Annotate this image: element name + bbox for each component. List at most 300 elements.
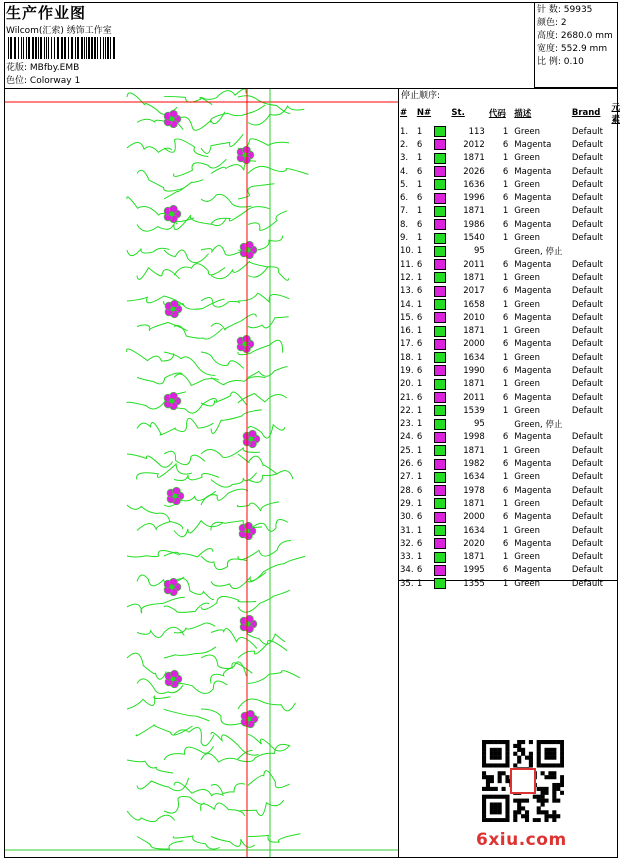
- color-swatch: [434, 405, 446, 416]
- cell-swatch: [434, 471, 452, 484]
- cell-index: 1.: [400, 126, 409, 137]
- cell-swatch: [434, 311, 452, 324]
- cell-stitches: 2012: [463, 139, 485, 150]
- cell-needle: 1: [416, 405, 423, 416]
- vine-stitch: [201, 556, 247, 570]
- cell-code: 6: [502, 512, 509, 523]
- cell-element: [611, 484, 620, 497]
- cell-index: 15.: [400, 312, 414, 323]
- vine-stitch: [248, 556, 305, 581]
- table-row: [400, 511, 620, 524]
- spec-label: 宽度:: [537, 44, 559, 54]
- vine-stitch: [211, 572, 266, 589]
- vine-stitch: [164, 603, 209, 612]
- vine-stitch: [238, 590, 290, 612]
- cell-stitches: 1995: [463, 565, 485, 576]
- cell-needle: 1: [416, 153, 423, 164]
- cell-description: Green: [514, 126, 541, 137]
- vine-stitch: [211, 410, 262, 434]
- cell-code: 6: [502, 139, 509, 150]
- vine-stitch: [164, 352, 215, 375]
- cell-description: Green: [514, 578, 541, 589]
- cell-code: 1: [502, 498, 509, 509]
- cell-element: [611, 351, 620, 364]
- cell-description: Magenta: [514, 392, 552, 403]
- color-swatch: [434, 179, 446, 190]
- cell-swatch: [434, 404, 452, 417]
- cell-code: 1: [502, 445, 509, 456]
- color-swatch: [434, 259, 446, 270]
- color-swatch: [434, 552, 446, 563]
- table-row: [400, 471, 620, 484]
- table-row: [400, 205, 620, 218]
- cell-description: Green, 停止: [514, 247, 563, 258]
- color-swatch: [434, 485, 446, 496]
- vine-stitch: [211, 105, 266, 123]
- cell-stitches: 1871: [463, 206, 485, 217]
- cell-brand: Default: [571, 259, 603, 270]
- cell-description: Green: [514, 179, 541, 190]
- vine-stitch: [248, 834, 300, 842]
- cell-index: 9.: [400, 233, 409, 244]
- cell-swatch: [434, 351, 452, 364]
- cell-stitches: 1871: [463, 153, 485, 164]
- cell-code: 1: [502, 272, 509, 283]
- cell-stitches: 2026: [463, 166, 485, 177]
- flower-center: [171, 677, 176, 682]
- cell-index: 4.: [400, 166, 409, 177]
- cell-element: [611, 178, 620, 191]
- cell-swatch: [434, 231, 452, 244]
- cell-swatch: [434, 324, 452, 337]
- color-swatch: [434, 445, 446, 456]
- cell-index: 22.: [400, 405, 414, 416]
- cell-stitches: 1540: [463, 233, 485, 244]
- spec-value: 2680.0 mm: [560, 31, 613, 41]
- cell-needle: 1: [416, 578, 423, 589]
- cell-brand: Default: [571, 525, 603, 536]
- cell-needle: 1: [416, 552, 423, 563]
- cell-index: 19.: [400, 365, 414, 376]
- flower-center: [170, 399, 175, 404]
- vine-stitch: [127, 454, 173, 467]
- vine-stitch: [201, 803, 245, 816]
- table-row: [400, 564, 620, 577]
- spec-row: [537, 56, 613, 69]
- cell-description: Magenta: [514, 259, 552, 270]
- cell-swatch: [434, 444, 452, 457]
- vine-stitch: [127, 248, 170, 255]
- vine-stitch: [174, 473, 219, 480]
- cell-description: Green: [514, 405, 541, 416]
- cell-code: 6: [502, 166, 509, 177]
- cell-stitches: 1634: [463, 472, 485, 483]
- table-row: [400, 231, 620, 244]
- cell-swatch: [434, 178, 452, 191]
- vine-stitch: [164, 180, 203, 199]
- table-row: [400, 351, 620, 364]
- vine-stitch: [164, 250, 209, 263]
- cell-brand: Default: [571, 392, 603, 403]
- table-row: [400, 311, 620, 324]
- cell-brand: Default: [571, 166, 603, 177]
- cell-description: Green: [514, 326, 541, 337]
- cell-index: 23.: [400, 419, 414, 430]
- cell-description: Green: [514, 498, 541, 509]
- cell-index: 26.: [400, 459, 414, 470]
- cell-needle: 6: [416, 139, 423, 150]
- cell-stitches: 1871: [463, 379, 485, 390]
- table-row: [400, 431, 620, 444]
- table-row: [400, 577, 620, 590]
- cell-element: [611, 551, 620, 564]
- table-row: [400, 378, 620, 391]
- cell-needle: 6: [416, 339, 423, 350]
- cell-needle: 6: [416, 459, 423, 470]
- cell-description: Green: [514, 552, 541, 563]
- cell-element: [611, 338, 620, 351]
- cell-description: Green: [514, 379, 541, 390]
- cell-brand: Default: [571, 139, 603, 150]
- cell-swatch: [434, 245, 452, 258]
- cell-element: [611, 298, 620, 311]
- vine-stitch: [174, 215, 226, 230]
- cell-brand: Default: [571, 432, 603, 443]
- cell-element: [611, 537, 620, 550]
- cell-needle: 1: [416, 233, 423, 244]
- cell-element: [611, 431, 620, 444]
- cell-swatch: [434, 577, 452, 590]
- cell-swatch: [434, 537, 452, 550]
- col-code: 代码: [488, 109, 506, 119]
- color-swatch: [434, 365, 446, 376]
- cell-brand: Default: [571, 286, 603, 297]
- vine-stitch: [211, 207, 270, 225]
- cell-description: Magenta: [514, 459, 552, 470]
- cell-description: Magenta: [514, 219, 552, 230]
- cell-description: Green: [514, 153, 541, 164]
- vine-stitch: [248, 211, 287, 230]
- color-swatch: [434, 206, 446, 217]
- cell-brand: Default: [571, 538, 603, 549]
- cell-stitches: 1355: [463, 578, 485, 589]
- cell-needle: 6: [416, 259, 423, 270]
- cell-brand: Default: [571, 445, 603, 456]
- cell-element: [611, 418, 620, 431]
- table-row: [400, 457, 620, 470]
- vine-stitch: [248, 166, 308, 174]
- cell-index: 7.: [400, 206, 409, 217]
- vine-stitch: [201, 194, 251, 207]
- cell-description: Magenta: [514, 166, 552, 177]
- spec-row: [537, 43, 613, 56]
- cell-element: [611, 471, 620, 484]
- spec-row: [537, 17, 613, 30]
- vine-stitch: [164, 709, 209, 721]
- vine-stitch: [164, 139, 208, 157]
- cell-swatch: [434, 125, 452, 138]
- cell-index: 33.: [400, 552, 414, 563]
- color-swatch: [434, 286, 446, 297]
- cell-brand: Default: [571, 459, 603, 470]
- vine-stitch: [137, 778, 189, 791]
- vine-stitch: [137, 522, 183, 531]
- cell-element: [611, 364, 620, 377]
- vine-stitch: [211, 261, 270, 279]
- embroidery-preview: [5, 89, 398, 857]
- table-row: [400, 152, 620, 165]
- cell-swatch: [434, 484, 452, 497]
- vine-stitch: [248, 735, 290, 752]
- table-row: [400, 497, 620, 510]
- cell-description: Green: [514, 445, 541, 456]
- cell-swatch: [434, 205, 452, 218]
- table-row: [400, 391, 620, 404]
- cell-swatch: [434, 165, 452, 178]
- cell-index: 5.: [400, 179, 409, 190]
- cell-element: [611, 125, 620, 138]
- color-swatch: [434, 299, 446, 310]
- cell-brand: [572, 418, 612, 431]
- cell-element: [611, 564, 620, 577]
- cell-element: [611, 311, 620, 324]
- cell-brand: [572, 245, 612, 258]
- vine-stitch: [201, 134, 243, 153]
- vine-stitch: [127, 505, 170, 522]
- color-swatch: [434, 246, 446, 257]
- cell-code: 1: [502, 525, 509, 536]
- cell-brand: Default: [571, 578, 603, 589]
- cell-stitches: 2000: [463, 512, 485, 523]
- cell-stitches: 113: [468, 126, 485, 137]
- color-swatch: [434, 578, 446, 589]
- cell-needle: 6: [416, 485, 423, 496]
- cell-needle: 1: [416, 299, 423, 310]
- cell-needle: 1: [416, 352, 423, 363]
- cell-stitches: 2011: [463, 259, 485, 270]
- vine-stitch: [238, 541, 291, 560]
- cell-code: 1: [502, 179, 509, 190]
- cell-code: 1: [502, 326, 509, 337]
- cell-code: 1: [502, 233, 509, 244]
- cell-description: Magenta: [514, 565, 552, 576]
- color-swatch: [434, 153, 446, 164]
- cell-index: 11.: [400, 259, 414, 270]
- cell-brand: Default: [571, 272, 603, 283]
- color-swatch: [434, 272, 446, 283]
- cell-swatch: [434, 551, 452, 564]
- vine-stitch: [127, 142, 172, 152]
- cell-stitches: 1871: [463, 498, 485, 509]
- cell-stitches: 1636: [463, 179, 485, 190]
- cell-code: 1: [502, 405, 509, 416]
- vine-stitch: [164, 451, 205, 464]
- cell-element: [611, 271, 620, 284]
- col-element: 元素: [611, 103, 620, 125]
- vine-stitch: [248, 771, 290, 788]
- cell-index: 14.: [400, 299, 414, 310]
- spec-label: 针 数:: [537, 5, 561, 15]
- vine-stitch: [164, 746, 214, 760]
- cell-brand: Default: [571, 219, 603, 230]
- table-row: [400, 125, 620, 138]
- cell-brand: Default: [571, 233, 603, 244]
- col-needle: N#: [416, 108, 432, 118]
- cell-stitches: 2020: [463, 538, 485, 549]
- color-swatch: [434, 379, 446, 390]
- colorway-value: Colorway 1: [29, 76, 81, 86]
- cell-code: [489, 418, 514, 431]
- color-swatch: [434, 498, 446, 509]
- cell-code: 1: [502, 578, 509, 589]
- cell-brand: Default: [571, 352, 603, 363]
- table-row: [400, 245, 620, 258]
- cell-stitches: 2000: [463, 339, 485, 350]
- cell-index: 27.: [400, 472, 414, 483]
- cell-needle: 6: [416, 312, 423, 323]
- table-row: [400, 551, 620, 564]
- cell-element: [611, 404, 620, 417]
- cell-index: 24.: [400, 432, 414, 443]
- cell-swatch: [434, 511, 452, 524]
- cell-index: 8.: [400, 219, 409, 230]
- cell-needle: 1: [416, 126, 423, 137]
- cell-needle: 1: [416, 246, 423, 257]
- spec-value: 0.10: [563, 57, 584, 67]
- cell-brand: Default: [571, 405, 603, 416]
- vine-stitch: [238, 293, 289, 302]
- color-swatch: [434, 392, 446, 403]
- table-row: [400, 258, 620, 271]
- cell-stitches: 1982: [463, 459, 485, 470]
- cell-description: Green: [514, 233, 541, 244]
- design-file: MBfby.EMB: [29, 63, 80, 73]
- table-row: [400, 524, 620, 537]
- cell-description: Magenta: [514, 432, 552, 443]
- cell-element: [611, 165, 620, 178]
- cell-element: [611, 218, 620, 231]
- cell-code: 6: [502, 312, 509, 323]
- col-swatch: [434, 101, 452, 125]
- cell-brand: Default: [571, 126, 603, 137]
- vine-stitch: [174, 782, 224, 796]
- flower-center: [246, 622, 251, 627]
- cell-brand: Default: [571, 365, 603, 376]
- cell-swatch: [434, 457, 452, 470]
- vine-stitch: [211, 837, 255, 848]
- vine-stitch: [137, 423, 176, 435]
- cell-description: Magenta: [514, 139, 552, 150]
- cell-code: 6: [502, 459, 509, 470]
- cell-swatch: [434, 497, 452, 510]
- vine-stitch: [238, 800, 284, 816]
- cell-swatch: [434, 258, 452, 271]
- cell-description: Magenta: [514, 286, 552, 297]
- vine-stitch: [164, 796, 204, 813]
- vine-stitch: [164, 96, 212, 104]
- cell-stitches: 1986: [463, 219, 485, 230]
- cell-brand: Default: [571, 552, 603, 563]
- cell-element: [611, 391, 620, 404]
- spec-label: 颜色:: [537, 18, 559, 28]
- cell-element: [611, 577, 620, 590]
- vine-stitch: [173, 836, 220, 849]
- cell-index: 16.: [400, 326, 414, 337]
- col-description: 描述: [514, 109, 532, 119]
- cell-stitches: 95: [474, 419, 485, 430]
- vine-stitch: [137, 464, 192, 480]
- spec-label: 比 例:: [537, 57, 561, 67]
- vine-stitch: [201, 448, 260, 458]
- vine-stitch: [174, 264, 225, 276]
- cell-index: 29.: [400, 498, 414, 509]
- vine-stitch: [164, 647, 216, 658]
- table-row: [400, 298, 620, 311]
- table-row: [400, 285, 620, 298]
- cell-element: [611, 324, 620, 337]
- cell-index: 25.: [400, 445, 414, 456]
- cell-swatch: [434, 152, 452, 165]
- vine-stitch: [248, 267, 289, 281]
- page-title: 生产作业图: [6, 4, 87, 22]
- cell-needle: 6: [416, 565, 423, 576]
- vine-stitch: [237, 502, 279, 511]
- vine-stitch: [201, 596, 256, 609]
- cell-code: 1: [502, 472, 509, 483]
- cell-needle: 6: [416, 538, 423, 549]
- color-swatch: [434, 326, 446, 337]
- vine-stitch: [201, 89, 246, 99]
- cell-brand: Default: [571, 193, 603, 204]
- cell-needle: 6: [416, 286, 423, 297]
- cell-code: 1: [502, 206, 509, 217]
- table-row: [400, 324, 620, 337]
- cell-code: 6: [502, 538, 509, 549]
- cell-description: Green: [514, 206, 541, 217]
- cell-needle: 6: [416, 512, 423, 523]
- cell-needle: 1: [416, 445, 423, 456]
- vine-stitch: [211, 377, 266, 385]
- cell-swatch: [434, 191, 452, 204]
- vine-stitch: [238, 454, 278, 474]
- cell-brand: Default: [571, 299, 603, 310]
- color-swatch: [434, 352, 446, 363]
- color-swatch: [434, 219, 446, 230]
- cell-index: 3.: [400, 153, 409, 164]
- design-meta: [6, 62, 80, 88]
- cell-index: 35.: [400, 578, 414, 589]
- color-swatch: [434, 565, 446, 576]
- flower-center: [170, 212, 175, 217]
- cell-needle: 6: [416, 219, 423, 230]
- vine-stitch: [137, 268, 180, 280]
- cell-element: [611, 378, 620, 391]
- spec-row: [537, 4, 613, 17]
- cell-index: 20.: [400, 379, 414, 390]
- vine-stitch: [127, 653, 166, 679]
- cell-brand: Default: [571, 339, 603, 350]
- cell-index: 13.: [400, 286, 414, 297]
- cell-stitches: 95: [474, 246, 485, 257]
- flower-center: [173, 494, 178, 499]
- cell-index: 32.: [400, 538, 414, 549]
- cell-stitches: 2011: [463, 392, 485, 403]
- cell-description: Green: [514, 352, 541, 363]
- vine-stitch: [127, 696, 170, 709]
- cell-description: Green: [514, 525, 541, 536]
- cell-element: [611, 511, 620, 524]
- vine-stitch: [248, 317, 289, 328]
